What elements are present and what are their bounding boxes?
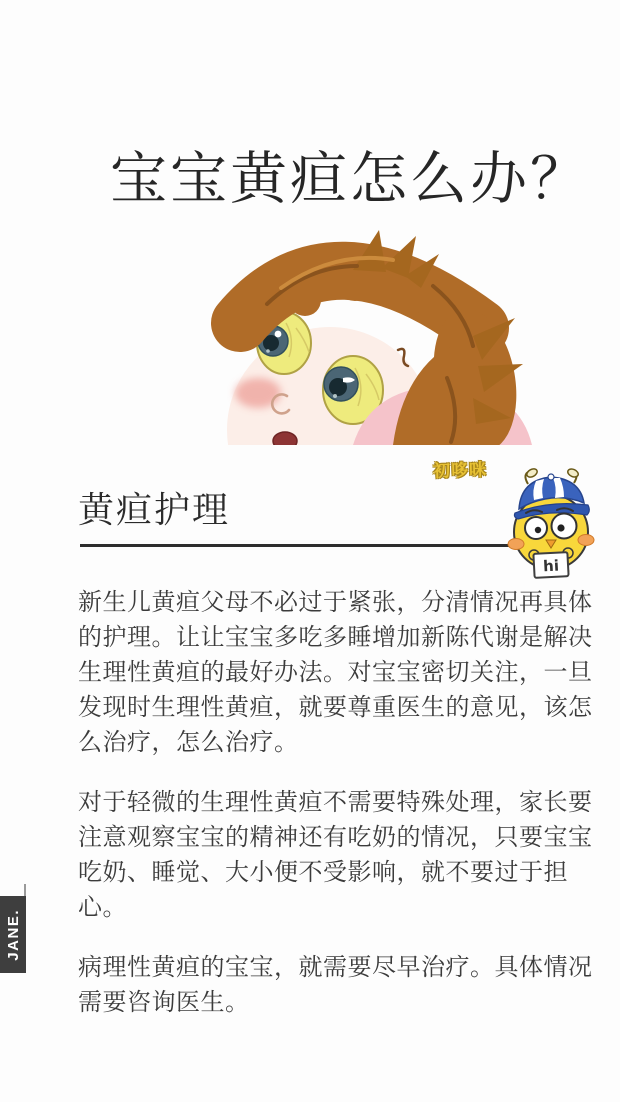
heading-underline [80,544,532,547]
text-line: 的护理。让让宝宝多吃多睡增加新陈代谢是解决 [78,624,593,651]
text-line: 对于轻微的生理性黄疸不需要特殊处理，家长要 [78,789,593,816]
section-heading: 黄疸护理 [78,489,231,530]
text-line: 心。 [78,894,127,921]
text-line: 发现时生理性黄疸，就要尊重医生的意见，该怎 [78,694,593,721]
text-line: 注意观察宝宝的精神还有吃奶的情况，只要宝宝 [78,824,593,851]
article-body [78,585,593,1045]
paragraph-1 [78,585,593,760]
paragraph-2 [78,785,593,925]
text-line: 吃奶、睡觉、大小便不受影响，就不要过于担 [78,859,568,886]
chick-sign-text: hi [542,556,560,576]
jaundiced-baby-illustration [185,228,620,445]
brand-watermark: 初哆咪 [432,460,488,481]
chick-sign [533,552,568,578]
text-line: 需要咨询医生。 [78,989,250,1016]
chick-cheek-right [578,535,594,546]
text-line: 么治疗，怎么治疗。 [78,729,299,756]
chick-cheek-left [508,539,524,550]
baby-illustration-svg [185,228,620,445]
chick-mascot [503,468,603,580]
side-label [0,896,26,973]
chick-mascot-svg [503,468,603,580]
baby-blush [235,378,281,408]
side-label-text: JANE. [4,908,22,961]
baby-mouth [273,432,297,445]
text-line: 病理性黄疸的宝宝，就需要尽早治疗。具体情况 [78,954,593,981]
text-line: 新生儿黄疸父母不必过于紧张，分清情况再具体 [78,589,593,616]
page-title: 宝宝黄疸怎么办？ [110,146,590,212]
text-line: 生理性黄疸的最好办法。对宝宝密切关注，一旦 [78,659,593,686]
paragraph-3 [78,950,593,1020]
